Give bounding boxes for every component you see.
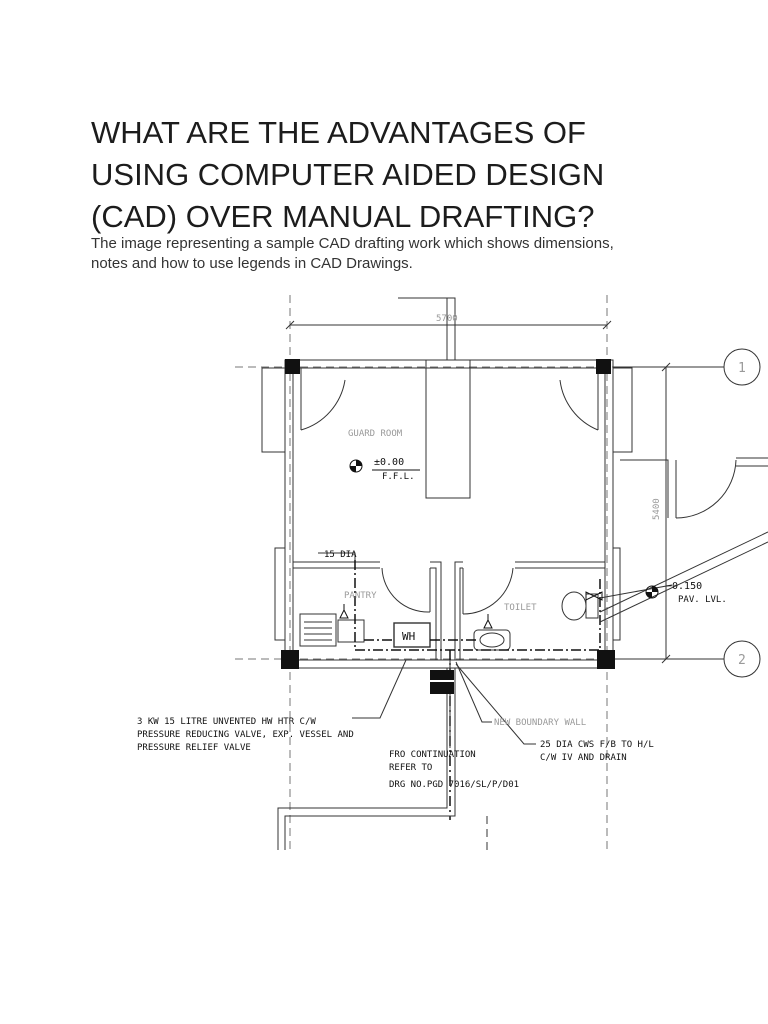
left-recess [262,368,285,640]
flue-column [398,298,470,498]
pav-value: −0.150 [666,581,703,592]
title-line-3: (CAD) OVER MANUAL DRAFTING? [91,199,595,234]
columns [281,359,615,694]
continuation-note-line-3: DRG NO.PGD 7016/SL/P/D01 [389,780,520,790]
dimension-height-text: 5400 [652,498,662,520]
pipe-15-label: 15 DIA [324,550,357,560]
grid-marker-1: 1 [738,361,746,376]
water-heater-label: WH [402,630,416,643]
pipe-runs [355,560,600,686]
toilet-basin [474,630,510,650]
grid-marker-2: 2 [738,653,746,668]
dimension-width-text: 5700 [436,314,458,324]
continuation-note-line-2: REFER TO [389,763,433,773]
heater-note-line-1: 3 KW 15 LITRE UNVENTED HW HTR C/W [137,717,316,727]
article-title [91,112,731,238]
room-label-pantry: PANTRY [344,591,377,601]
caption-line-2: notes and how to use legends in CAD Drawings. [91,255,413,272]
ffl-label: F.F.L. [382,472,415,482]
door-pantry [382,568,430,612]
room-label-toilet: TOILET [504,603,537,613]
grid-lines [235,295,720,850]
site-lines [600,532,768,622]
cws-note-line-2: C/W IV AND DRAIN [540,753,627,763]
external-door [620,458,768,518]
boundary-wall-label: NEW BOUNDARY WALL [494,718,587,728]
internal-partition [293,562,605,660]
dimension-height [662,363,670,663]
level-symbol-ffl [350,460,362,472]
cws-note-line-1: 25 DIA CWS F/B TO H/L [540,740,654,750]
right-recess [613,368,632,640]
heater-note-line-3: PRESSURE RELIEF VALVE [137,743,251,753]
cad-drawing [0,290,768,850]
title-line-2: USING COMPUTER AIDED DESIGN [91,157,605,192]
pipe-seal [430,680,454,682]
caption-line-1: The image representing a sample CAD drafting work which shows dimensions, [91,235,614,252]
door-top-right [560,368,598,430]
continuation-note-line-1: FRO CONTINUATION [389,750,476,760]
door-top-left [301,368,345,430]
pav-label: PAV. LVL. [678,595,727,605]
title-line-1: WHAT ARE THE ADVANTAGES OF [91,115,586,150]
room-label-guard-room: GUARD ROOM [348,429,403,439]
ffl-value: ±0.00 [374,457,405,468]
article-caption [91,234,731,274]
heater-note-line-2: PRESSURE REDUCING VALVE, EXP. VESSEL AND [137,730,354,740]
level-symbol-pav [646,586,658,598]
